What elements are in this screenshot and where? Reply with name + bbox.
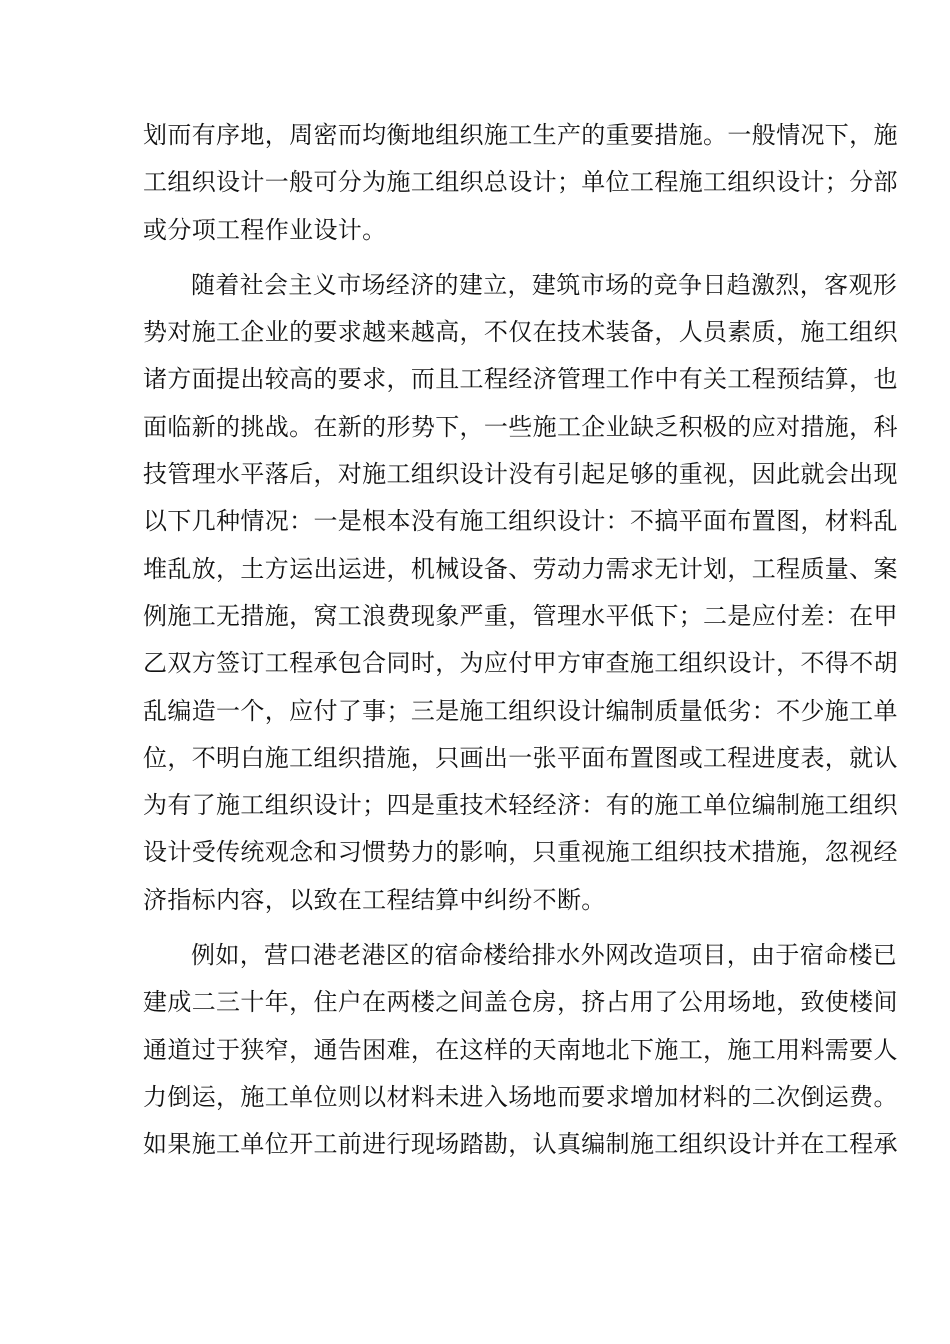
paragraph-first-line: 例如，营口港老港区的宿命楼给排水外网改造项目，由于宿命楼已	[191, 941, 898, 970]
text-line: 设计受传统观念和习惯势力的影响，只重视施工组织技术措施，忽视经	[143, 838, 898, 867]
paragraph-first-line: 随着社会主义市场经济的建立，建筑市场的竞争日趋激烈，客观形	[191, 270, 898, 299]
text-line: 位，不明白施工组织措施，只画出一张平面布置图或工程进度表，就认	[143, 743, 898, 772]
body-text	[143, 112, 898, 1169]
text-line: 如果施工单位开工前进行现场踏勘，认真编制施工组织设计并在工程承	[143, 1130, 898, 1159]
text-line: 工组织设计一般可分为施工组织总设计；单位工程施工组织设计；分部	[143, 168, 898, 197]
text-line: 以下几种情况：一是根本没有施工组织设计：不搞平面布置图，材料乱	[143, 507, 898, 536]
text-line: 济指标内容，以致在工程结算中纠纷不断。	[143, 885, 606, 914]
text-line: 诸方面提出较高的要求，而且工程经济管理工作中有关工程预结算，也	[143, 365, 898, 394]
text-line: 通道过于狭窄，通告困难，在这样的天南地北下施工，施工用料需要人	[143, 1035, 898, 1064]
text-line: 面临新的挑战。在新的形势下，一些施工企业缺乏积极的应对措施，科	[143, 412, 898, 441]
text-line: 为有了施工组织设计；四是重技术轻经济：有的施工单位编制施工组织	[143, 791, 898, 820]
text-line: 技管理水平落后，对施工组织设计没有引起足够的重视，因此就会出现	[143, 460, 898, 489]
text-line: 建成二三十年，住户在两楼之间盖仓房，挤占用了公用场地，致使楼间	[143, 988, 898, 1017]
text-line: 乙双方签订工程承包合同时，为应付甲方审查施工组织设计，不得不胡	[143, 649, 898, 678]
text-line: 例施工无措施，窝工浪费现象严重，管理水平低下；二是应付差：在甲	[143, 601, 898, 630]
text-line: 或分项工程作业设计。	[143, 215, 387, 244]
text-line: 力倒运，施工单位则以材料未进入场地而要求增加材料的二次倒运费。	[143, 1082, 898, 1111]
text-line: 堆乱放，土方运出运进，机械设备、劳动力需求无计划，工程质量、案	[143, 554, 898, 583]
text-line: 乱编造一个，应付了事；三是施工组织设计编制质量低劣：不少施工单	[143, 696, 898, 725]
text-line: 势对施工企业的要求越来越高，不仅在技术装备，人员素质，施工组织	[143, 318, 898, 347]
text-line: 划而有序地，周密而均衡地组织施工生产的重要措施。一般情况下，施	[143, 121, 898, 149]
